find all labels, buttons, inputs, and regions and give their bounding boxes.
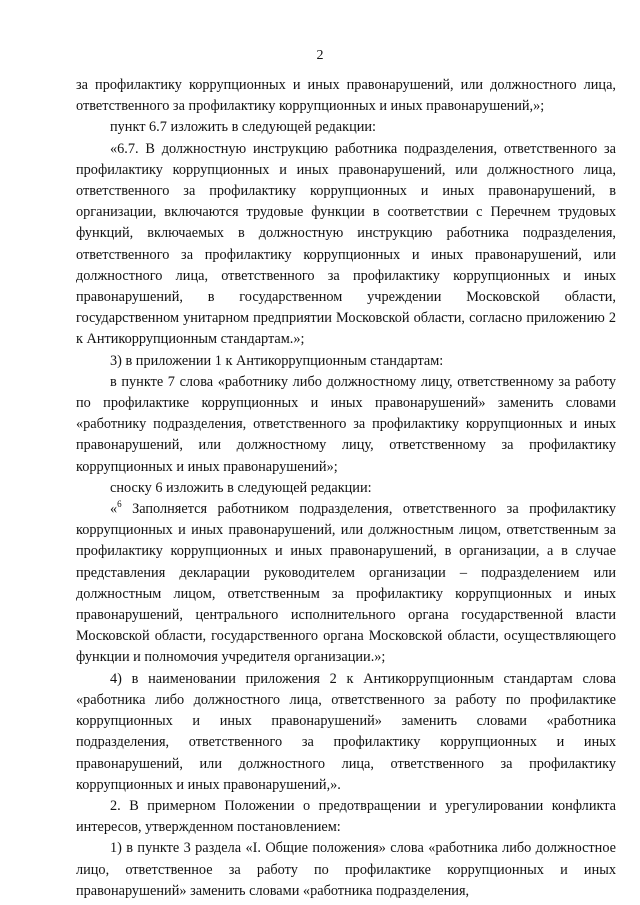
footnote-text: Заполняется работником подразделения, ответственного за профилактику коррупционных и иных правонарушений, или должностным лицом, ответственным за профилактику коррупционных и иных правонарушений, в организации, а в случае представления декларации руководителем организации – подразделением или должностным лицом, ответственным за профилактику коррупционных и иных правонарушений, центрального исполнительного органа государственной власти Московской области, государственного органа Московской области, осуществляющего функции и полномочия учредителя организации.»; <box>76 501 616 666</box>
document-body <box>76 75 616 902</box>
paragraph-point-7: в пункте 7 слова «работнику либо должностному лицу, ответственному за работу по профилактике коррупционных и иных правонарушений» заменить словами «работнику подразделения, ответственного за профилактику коррупционных и иных правонарушений, или должностному лицу, ответственному за профилактику коррупционных и иных правонарушений»; <box>76 373 616 475</box>
paragraph-section-2-item-1: 1) в пункте 3 раздела «I. Общие положения» слова «работника либо должностное лицо, ответственное за работу по профилактике коррупционных и иных правонарушений» заменить словами «работника подразделения, <box>76 840 616 899</box>
paragraph-item-6-7-text: «6.7. В должностную инструкцию работника подразделения, ответственного за профилактику коррупционных и иных правонарушений, или должностного лица, ответственного за профилактику коррупционных и иных правонарушений, в организации, включаются трудовые функции в соответствии с Перечнем трудовых функций, включаемых в должностную инструкцию работника подразделения, ответственного за профилактику коррупционных и иных правонарушений, или должностного лица, ответственного за профилактику коррупционных и иных правонарушений, в государственном учреждении Московской области, государственном унитарном предприятии Московской области, согласно приложению 2 к Антикоррупционным стандартам.»; <box>76 140 616 348</box>
quote-open: « <box>110 501 118 518</box>
page-number: 2 <box>316 48 324 63</box>
footnote-mark: 6 <box>117 499 122 510</box>
paragraph-footnote-6-intro: сноску 6 изложить в следующей редакции: <box>110 479 372 496</box>
paragraph-footnote-6-text <box>76 499 616 669</box>
paragraph-item-6-7-intro: пункт 6.7 изложить в следующей редакции: <box>110 119 377 136</box>
paragraph-appendix-1: 3) в приложении 1 к Антикоррупционным стандартам: <box>110 352 444 369</box>
paragraph-section-2: 2. В примерном Положении о предотвращении и урегулировании конфликта интересов, утвержденном постановлением: <box>76 797 616 836</box>
paragraph-appendix-2: 4) в наименовании приложения 2 к Антикоррупционным стандартам слова «работника либо должностного лица, ответственного за работу по профилактике коррупционных и иных правонарушений» заменить словами «работника подразделения, ответственного за профилактику коррупционных и иных правонарушений, или должностного лица, ответственного за профилактику коррупционных и иных правонарушений,». <box>76 670 616 793</box>
paragraph-continuation: за профилактику коррупционных и иных правонарушений, или должностного лица, ответственного за профилактику коррупционных и иных правонарушений,»; <box>76 77 616 115</box>
